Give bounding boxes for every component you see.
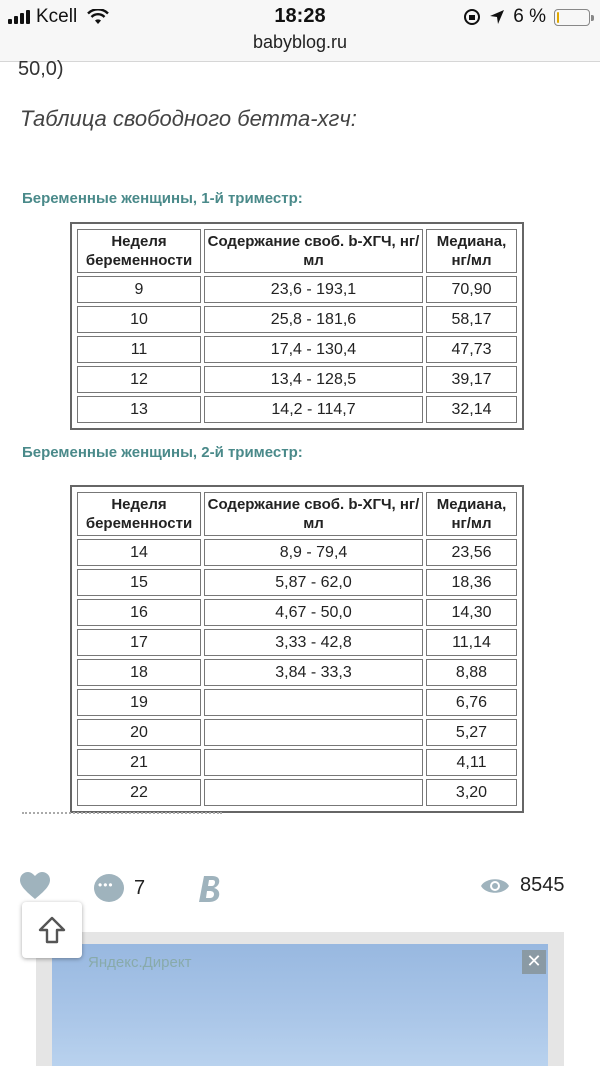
cell-median: 58,17 xyxy=(426,306,517,333)
cell-range: 5,87 - 62,0 xyxy=(204,569,423,596)
table-row xyxy=(77,629,517,656)
cell-week: 18 xyxy=(77,659,201,686)
table-trimester-2 xyxy=(70,485,524,813)
table-2-title: Беременные женщины, 2-й триместр: xyxy=(22,444,303,461)
cell-range: 3,33 - 42,8 xyxy=(204,629,423,656)
table-row xyxy=(77,306,517,333)
cell-median: 5,27 xyxy=(426,719,517,746)
cell-median: 18,36 xyxy=(426,569,517,596)
cell-week: 14 xyxy=(77,539,201,566)
cell-week: 12 xyxy=(77,366,201,393)
cell-range xyxy=(204,689,423,716)
cell-range xyxy=(204,749,423,776)
cell-range: 23,6 - 193,1 xyxy=(204,276,423,303)
cell-range: 14,2 - 114,7 xyxy=(204,396,423,423)
cell-range: 3,84 - 33,3 xyxy=(204,659,423,686)
views-count: 8545 xyxy=(520,874,565,896)
ad-label: Яндекс.Директ xyxy=(88,954,192,971)
header-content: Содержание своб. b-ХГЧ, нг/мл xyxy=(204,229,423,273)
table-trimester-1 xyxy=(70,222,524,430)
post-actions-bar xyxy=(0,870,600,910)
carrier-name: Kcell xyxy=(36,6,78,27)
comments-count: 7 xyxy=(134,876,146,899)
header-content: Содержание своб. b-ХГЧ, нг/мл xyxy=(204,492,423,536)
like-button[interactable] xyxy=(20,872,50,900)
cell-week: 9 xyxy=(77,276,201,303)
header-median: Медиана, нг/мл xyxy=(426,229,517,273)
cell-median: 8,88 xyxy=(426,659,517,686)
cell-range xyxy=(204,779,423,806)
table-row xyxy=(77,366,517,393)
cell-week: 17 xyxy=(77,629,201,656)
cell-median: 47,73 xyxy=(426,336,517,363)
status-right xyxy=(463,6,590,28)
views-indicator xyxy=(480,874,565,897)
table-row xyxy=(77,276,517,303)
table-row xyxy=(77,539,517,566)
table-header-row xyxy=(77,492,517,536)
page-url[interactable]: babyblog.ru xyxy=(252,32,348,52)
share-button[interactable] xyxy=(22,902,82,958)
article-subtitle: Таблица свободного бетта-хгч: xyxy=(20,106,357,131)
cell-week: 10 xyxy=(77,306,201,333)
cell-week: 22 xyxy=(77,779,201,806)
cell-week: 21 xyxy=(77,749,201,776)
comment-icon xyxy=(94,874,124,902)
vk-share-button[interactable] xyxy=(196,874,224,904)
location-icon xyxy=(489,9,505,25)
header-week: Неделя беременности xyxy=(77,229,201,273)
cell-week: 19 xyxy=(77,689,201,716)
comments-button[interactable] xyxy=(94,874,145,902)
table-row xyxy=(77,659,517,686)
table-row xyxy=(77,779,517,806)
close-icon[interactable]: ✕ xyxy=(522,950,546,974)
cell-range: 13,4 - 128,5 xyxy=(204,366,423,393)
battery-level xyxy=(557,12,559,23)
cell-median: 11,14 xyxy=(426,629,517,656)
rotation-lock-icon xyxy=(463,8,481,26)
vk-icon xyxy=(196,874,224,904)
cell-median: 39,17 xyxy=(426,366,517,393)
table-row xyxy=(77,599,517,626)
cell-week: 16 xyxy=(77,599,201,626)
table-row xyxy=(77,689,517,716)
status-bar xyxy=(0,0,600,62)
cell-median: 14,30 xyxy=(426,599,517,626)
cell-median: 4,11 xyxy=(426,749,517,776)
battery-icon xyxy=(554,9,590,26)
cell-week: 20 xyxy=(77,719,201,746)
image-cut-edge xyxy=(22,812,222,818)
table-header-row xyxy=(77,229,517,273)
cell-median: 3,20 xyxy=(426,779,517,806)
table-row xyxy=(77,749,517,776)
header-week: Неделя беременности xyxy=(77,492,201,536)
status-time: 18:28 xyxy=(274,5,326,27)
cell-range: 8,9 - 79,4 xyxy=(204,539,423,566)
table-row xyxy=(77,336,517,363)
cell-median: 70,90 xyxy=(426,276,517,303)
cell-range: 17,4 - 130,4 xyxy=(204,336,423,363)
table-row xyxy=(77,396,517,423)
cell-median: 32,14 xyxy=(426,396,517,423)
cell-week: 11 xyxy=(77,336,201,363)
cell-range xyxy=(204,719,423,746)
cell-range: 4,67 - 50,0 xyxy=(204,599,423,626)
header-median: Медиана, нг/мл xyxy=(426,492,517,536)
battery-percent: 6 % xyxy=(513,6,546,27)
table-row xyxy=(77,719,517,746)
share-icon xyxy=(37,915,67,945)
table-row xyxy=(77,569,517,596)
cell-range: 25,8 - 181,6 xyxy=(204,306,423,333)
heart-icon xyxy=(20,872,50,900)
ad-block[interactable] xyxy=(36,932,564,1066)
article-cut-text: 50,0) xyxy=(18,58,64,80)
table-1-title: Беременные женщины, 1-й триместр: xyxy=(22,190,303,207)
cell-median: 23,56 xyxy=(426,539,517,566)
cell-median: 6,76 xyxy=(426,689,517,716)
cell-week: 13 xyxy=(77,396,201,423)
cell-week: 15 xyxy=(77,569,201,596)
eye-icon xyxy=(480,875,510,897)
